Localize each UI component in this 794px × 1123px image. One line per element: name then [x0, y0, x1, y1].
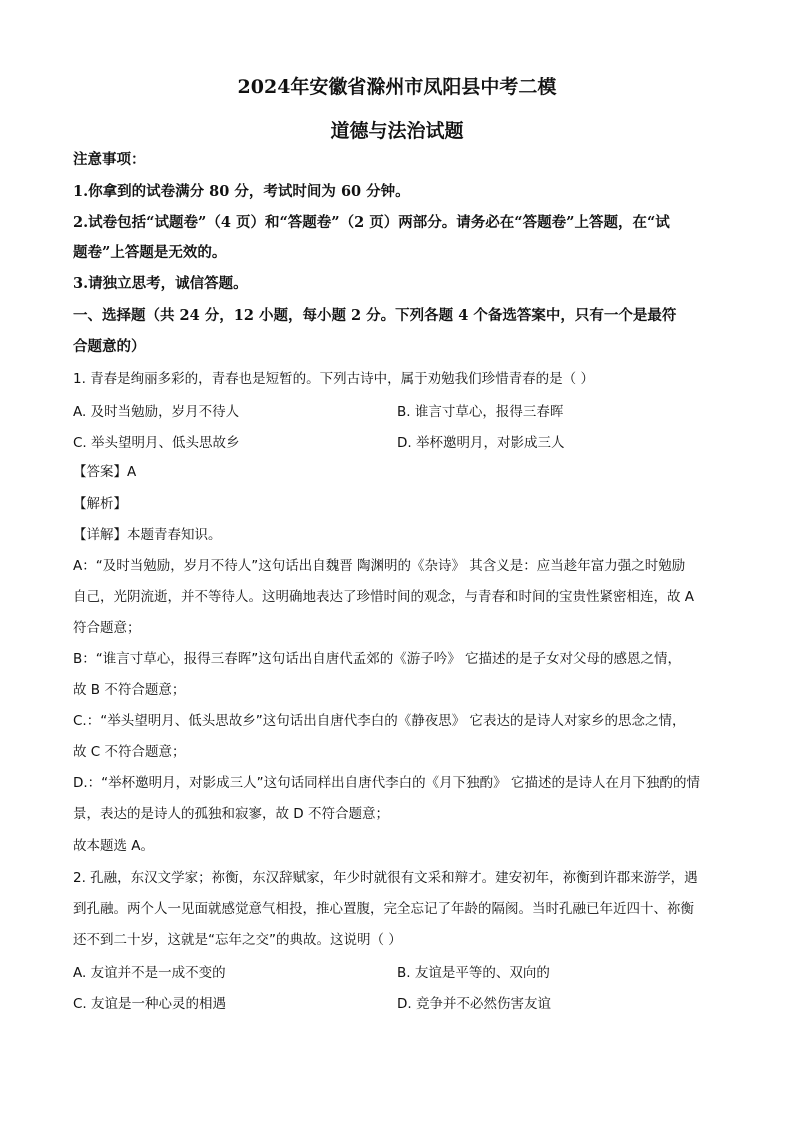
q1-conclusion: 故本题选 A。 [73, 838, 155, 854]
q1-explain-c-1: C.：“举头望明月、低头思故乡”这句话出自唐代李白的《静夜思》 它表达的是诗人对家乡的思念之情， [73, 713, 686, 729]
q2-option-c: C. 友谊是一种心灵的相遇 [73, 996, 227, 1012]
q1-explain-d-1: D.：“举杯邀明月，对影成三人”这句话同样出自唐代李白的《月下独酌》 它描述的是诗人在月下独酌的情 [73, 775, 700, 791]
q1-explain-a-2: 自己，光阴流逝，并不等待人。这明确地表达了珍惜时间的观念，与青春和时间的宝贵性紧密相连，故 A [73, 589, 695, 605]
exam-title: 2024年安徽省滁州市凤阳县中考二模 [237, 76, 557, 98]
section-1-instructions: 一、选择题（共 24 分，12 小题，每小题 2 分。下列各题 4 个备选答案中，只有一个是最符 [73, 307, 677, 324]
q1-stem: 1. 青春是绚丽多彩的，青春也是短暂的。下列古诗中，属于劝勉我们珍惜青春的是（ ） [73, 371, 594, 387]
q1-explain-b-1: B：“谁言寸草心，报得三春晖”这句话出自唐代孟郊的《游子吟》 它描述的是子女对父母的感恩之情， [73, 651, 682, 667]
q2-option-b: B. 友谊是平等的、双向的 [397, 965, 550, 981]
notice-item-2b: 题卷”上答题是无效的。 [73, 244, 227, 261]
q2-stem-3: 还不到二十岁，这就是“忘年之交”的典故。这说明（ ） [73, 932, 402, 948]
q1-explain-b-2: 故 B 不符合题意； [73, 682, 186, 698]
q1-explain-c-2: 故 C 不符合题意； [73, 744, 186, 760]
q1-answer: 【答案】A [73, 464, 137, 480]
notice-item-2a: 2.试卷包括“试题卷”（4 页）和“答题卷”（2 页）两部分。请务必在“答题卷”上答题，在“试 [73, 214, 670, 231]
q2-option-d: D. 竞争并不必然伤害友谊 [397, 996, 551, 1012]
q2-option-a: A. 友谊并不是一成不变的 [73, 965, 226, 981]
exam-subject-title: 道德与法治试题 [330, 120, 464, 142]
q2-stem-2: 到孔融。两个人一见面就感觉意气相投，推心置腹，完全忘记了年龄的隔阂。当时孔融已年近四十、祢衡 [73, 901, 694, 917]
q1-option-b: B. 谁言寸草心，报得三春晖 [397, 404, 564, 420]
q2-stem-1: 2. 孔融，东汉文学家；祢衡，东汉辞赋家，年少时就很有文采和辩才。建安初年，祢衡到许郡来游学，遇 [73, 870, 698, 886]
q1-analysis-label: 【解析】 [73, 496, 127, 512]
notice-heading: 注意事项： [73, 151, 146, 168]
q1-detail: 【详解】本题青春知识。 [73, 527, 222, 543]
q1-option-c: C. 举头望明月、低头思故乡 [73, 435, 240, 451]
q1-option-d: D. 举杯邀明月，对影成三人 [397, 435, 565, 451]
q1-explain-d-2: 景，表达的是诗人的孤独和寂寥，故 D 不符合题意； [73, 806, 389, 822]
q1-explain-a-1: A：“及时当勉励，岁月不待人”这句话出自魏晋 陶渊明的《杂诗》 其含义是：应当趁年富力强之时勉励 [73, 558, 686, 574]
section-1-instructions-cont: 合题意的） [73, 338, 146, 355]
notice-item-1: 1.你拿到的试卷满分 80 分，考试时间为 60 分钟。 [73, 183, 410, 200]
q1-option-a: A. 及时当勉励，岁月不待人 [73, 404, 240, 420]
notice-item-3: 3.请独立思考，诚信答题。 [73, 275, 248, 292]
q1-explain-a-3: 符合题意； [73, 620, 141, 636]
